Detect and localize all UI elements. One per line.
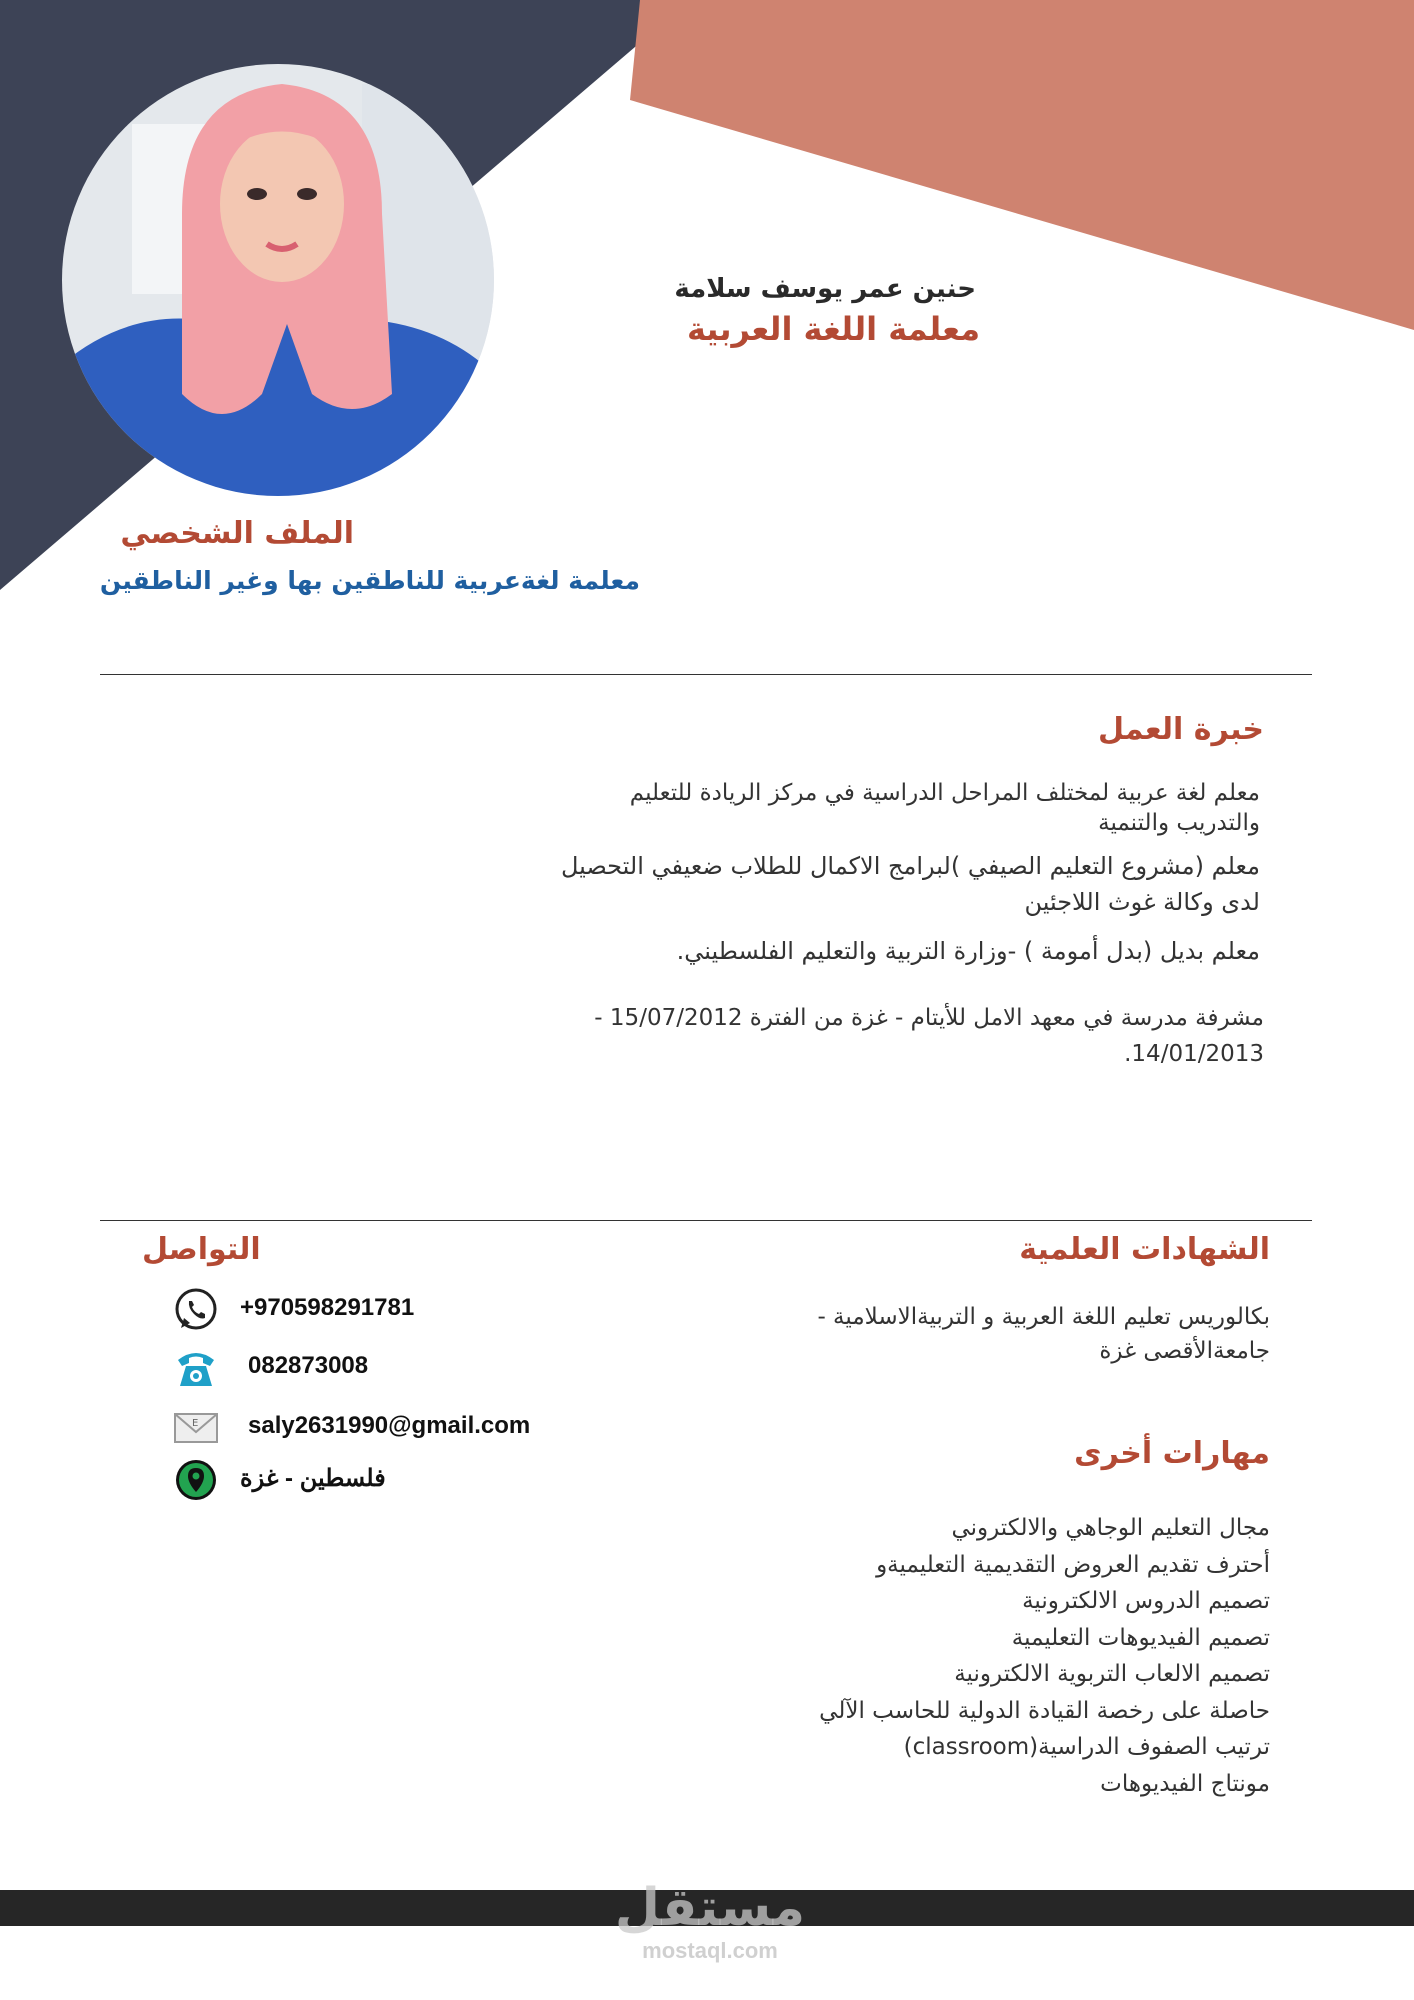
experience-item-2 xyxy=(480,848,1260,920)
skill-item: تصميم الالعاب التربوية الالكترونية xyxy=(954,1661,1270,1687)
email-address: saly2631990@gmail.com xyxy=(248,1412,531,1439)
experience-item-4-line1: مشرفة مدرسة في معهد الامل للأيتام - غزة من الفترة 15/07/2012 - xyxy=(594,1005,1264,1031)
profile-title: الملف الشخصي xyxy=(120,516,354,551)
whatsapp-number: +970598291781 xyxy=(240,1294,415,1321)
divider-bottom xyxy=(100,1220,1312,1221)
experience-item-3 xyxy=(480,934,1260,968)
contact-email[interactable] xyxy=(172,1404,612,1454)
certificates-title: الشهادات العلمية xyxy=(1019,1232,1270,1267)
profile-summary: معلمة لغةعربية للناطقين بها وغير الناطقين xyxy=(99,566,640,595)
email-icon xyxy=(172,1404,220,1452)
svg-text:E: E xyxy=(192,1418,199,1429)
skill-item: تصميم الفيديوهات التعليمية xyxy=(1011,1624,1270,1651)
whatsapp-icon xyxy=(172,1286,220,1334)
experience-item-3-line1: معلم بديل (بدل أمومة ) -وزارة التربية والتعليم الفلسطيني. xyxy=(676,937,1260,965)
phone-number: 082873008 xyxy=(248,1352,369,1379)
watermark-domain: mostaql.com xyxy=(642,1938,778,1963)
skill-item: تصميم الدروس الالكترونية xyxy=(1022,1588,1270,1614)
full-name: حنين عمر يوسف سلامة xyxy=(674,274,976,304)
skill-item: مونتاج الفيديوهات xyxy=(1100,1770,1270,1797)
experience-item-2-line1: معلم (مشروع التعليم الصيفي )لبرامج الاكمال للطلاب ضعيفي التحصيل xyxy=(560,852,1260,880)
location-text: فلسطين - غزة xyxy=(240,1465,386,1492)
certificate-line1: بكالوريس تعليم اللغة العربية و التربيةالاسلامية - xyxy=(817,1304,1270,1330)
watermark-logo: مستقل mostaql.com xyxy=(600,1880,820,1964)
skill-item: أحترف تقديم العروض التقديمية التعليميةو xyxy=(876,1551,1270,1578)
job-title: معلمة اللغة العربية xyxy=(686,310,980,348)
certificates-text xyxy=(630,1300,1270,1368)
contact-title: التواصل xyxy=(142,1232,261,1267)
contact-location xyxy=(172,1456,612,1506)
experience-item-1 xyxy=(480,778,1260,838)
profile-photo xyxy=(62,64,494,496)
phone-icon xyxy=(172,1344,220,1392)
experience-item-4 xyxy=(484,1000,1264,1072)
divider-top xyxy=(100,674,1312,675)
certificate-line2: جامعةالأقصى غزة xyxy=(1099,1338,1270,1364)
skills-list xyxy=(570,1510,1270,1802)
skill-item: حاصلة على رخصة القيادة الدولية للحاسب الآلي xyxy=(819,1697,1270,1724)
experience-item-2-line2: لدى وكالة غوث اللاجئين xyxy=(1024,888,1260,916)
experience-title: خبرة العمل xyxy=(1097,712,1264,747)
skill-item: مجال التعليم الوجاهي والالكتروني xyxy=(951,1515,1270,1541)
contact-whatsapp[interactable] xyxy=(172,1286,612,1336)
location-pin-icon xyxy=(172,1456,220,1504)
skill-item: ترتيب الصفوف الدراسية(classroom) xyxy=(903,1734,1270,1760)
contact-phone[interactable] xyxy=(172,1344,612,1394)
experience-item-4-line2: 14/01/2013. xyxy=(1124,1041,1264,1067)
experience-item-1-line1: معلم لغة عربية لمختلف المراحل الدراسية في مركز الريادة للتعليم xyxy=(629,780,1260,806)
skills-title: مهارات أخرى xyxy=(1074,1436,1270,1471)
experience-item-1-line2: والتدريب والتنمية xyxy=(1098,810,1260,836)
